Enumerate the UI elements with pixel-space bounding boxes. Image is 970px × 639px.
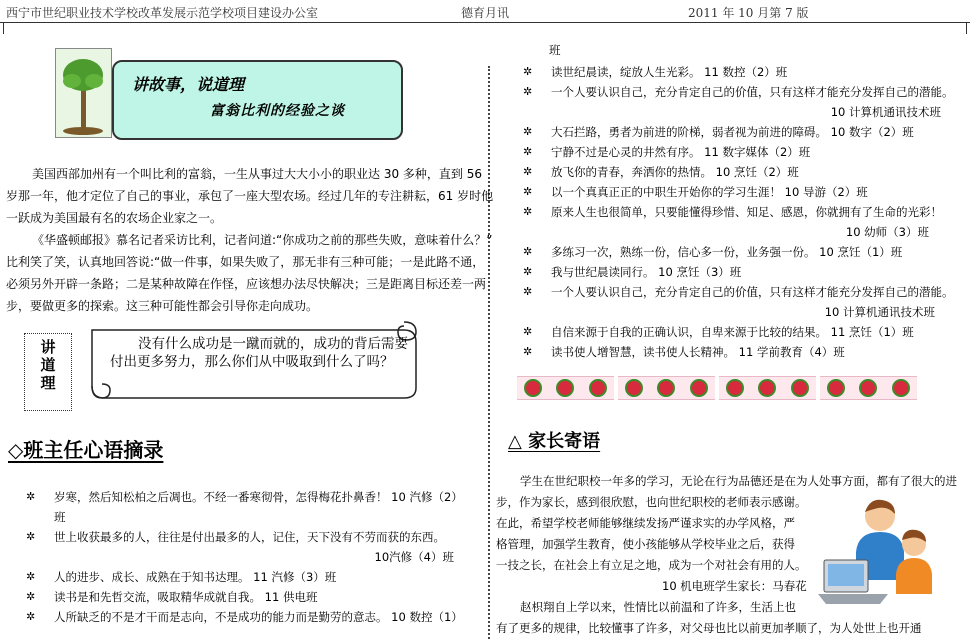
quote-text: 大石拦路，勇者为前进的阶梯，弱者视为前进的障碍。 10 数字（2）班 bbox=[551, 125, 914, 139]
star-bullet-icon: ✲ bbox=[523, 165, 533, 178]
quote-text: 原来人生也很简单，只要能懂得珍惜、知足、感恩，你就拥有了生命的光彩！ bbox=[551, 205, 942, 219]
header-publication: 德育月讯 bbox=[461, 6, 510, 20]
list-item bbox=[519, 322, 959, 342]
story-line: 比利笑了笑，认真地回答说:“做一件事，如果失败了，那无非有三种可能；一是此路不通， bbox=[6, 255, 485, 269]
teacher-quotes-list bbox=[22, 487, 472, 627]
star-bullet-icon: ✲ bbox=[26, 570, 36, 583]
quote-text: 宁静不过是心灵的井然有序。 11 数字媒体（2）班 bbox=[551, 145, 811, 159]
quote-text: 读书使人增智慧，读书使人长精神。 11 学前教育（4）班 bbox=[551, 345, 845, 359]
story-title-box bbox=[112, 60, 403, 140]
parent-line: 步，作为家长，感到很欣慰，也向世纪职校的老师表示感谢。 bbox=[496, 495, 807, 509]
list-item bbox=[22, 487, 472, 527]
list-item bbox=[22, 587, 472, 607]
star-bullet-icon: ✲ bbox=[523, 125, 533, 138]
parent-section-title: △ 家长寄语 bbox=[508, 431, 601, 452]
story-line: 岁那一年，他才定位了自己的事业，承包了一座大型农场。经过几年的专注耕耘，61 岁时他 bbox=[6, 189, 494, 203]
header-issue: 2011 年 10 月第 7 版 bbox=[688, 6, 809, 20]
badge-char: 理 bbox=[40, 374, 56, 392]
quote-text: 自信来源于自我的正确认识，自卑来源于比较的结果。 11 烹饪（1）班 bbox=[551, 325, 914, 339]
quote-text: 人的进步、成长、成熟在于知书达理。 11 汽修（3）班 bbox=[54, 570, 337, 584]
list-item bbox=[519, 202, 959, 242]
right-top-cont: 班 bbox=[549, 43, 561, 57]
parent-line: 赵枳翔自上学以来，性情比以前温和了许多，生活上也 bbox=[520, 600, 796, 614]
quote-class: 10汽修（4）班 bbox=[374, 550, 454, 564]
list-item bbox=[22, 607, 472, 627]
list-item bbox=[519, 62, 959, 82]
star-bullet-icon: ✲ bbox=[523, 345, 533, 358]
story-line: 一跃成为美国最有名的农场企业家之一。 bbox=[6, 211, 223, 225]
badge-char: 讲 bbox=[40, 338, 56, 356]
list-item bbox=[519, 162, 959, 182]
parent-signature: 10 机电班学生家长：马春花 bbox=[662, 579, 807, 593]
list-item bbox=[519, 122, 959, 142]
quote-text: 一个人要认识自己，充分肯定自己的价值，只有这样才能充分发挥自己的潜能。 bbox=[551, 285, 954, 299]
flower-border bbox=[517, 376, 917, 401]
star-bullet-icon: ✲ bbox=[523, 285, 533, 298]
quote-text: 一个人要认识自己，充分肯定自己的价值，只有这样才能充分发挥自己的潜能。 bbox=[551, 85, 954, 99]
quote-text: 世上收获最多的人，往往是付出最多的人，记住，天下没有不劳而获的东西。 bbox=[54, 530, 445, 544]
header-org: 西宁市世纪职业技术学校改革发展示范学校项目建设办公室 bbox=[6, 6, 319, 20]
flower-decoration-icon bbox=[719, 376, 816, 400]
star-bullet-icon: ✲ bbox=[523, 325, 533, 338]
quote-text: 我与世纪晨读同行。 10 烹饪（3）班 bbox=[551, 265, 742, 279]
star-bullet-icon: ✲ bbox=[26, 590, 36, 603]
flower-decoration-icon bbox=[820, 376, 917, 400]
moral-text: 没有什么成功是一蹴而就的，成功的背后需要付出更多努力，那么你们从中吸取到什么了吗？ bbox=[110, 336, 408, 370]
story-line: 美国西部加州有一个叫比利的富翁，一生从事过大大小小的职业达 30 多种，直到 56 bbox=[32, 167, 482, 181]
parent-line: 一技之长，在社会上有立足之地，成为一个对社会有用的人。 bbox=[496, 558, 807, 572]
star-bullet-icon: ✲ bbox=[26, 490, 36, 503]
quote-text: 岁寒，然后知松柏之后凋也。不经一番寒彻骨，怎得梅花扑鼻香！ 10 汽修（2） bbox=[54, 490, 463, 504]
moral-badge bbox=[24, 333, 72, 411]
parent-line: 学生在世纪职校一年多的学习，无论在行为品德还是在为人处事方面，都有了很大的进 bbox=[520, 474, 957, 488]
star-bullet-icon: ✲ bbox=[26, 530, 36, 543]
quote-text: 以一个真真正正的中职生开始你的学习生涯！ 10 导游（2）班 bbox=[551, 185, 868, 199]
header-corner-right bbox=[966, 22, 967, 34]
right-quotes-list bbox=[519, 62, 959, 362]
quote-class: 10 幼师（3）班 bbox=[845, 225, 929, 239]
quote-text: 放飞你的青春，奔洒你的热情。 10 烹饪（2）班 bbox=[551, 165, 799, 179]
quote-text: 读书是和先哲交流，吸取精华成就自我。 11 供电班 bbox=[54, 590, 318, 604]
column-divider bbox=[488, 66, 490, 639]
star-bullet-icon: ✲ bbox=[26, 610, 36, 623]
list-item bbox=[22, 527, 472, 567]
parent-line: 有了更多的规律，比较懂事了许多，对父母也比以前更加孝顺了，为人处世上也开通 bbox=[496, 621, 922, 635]
list-item bbox=[22, 567, 472, 587]
flower-decoration-icon bbox=[618, 376, 715, 400]
list-item bbox=[519, 182, 959, 202]
star-bullet-icon: ✲ bbox=[523, 205, 533, 218]
parent-line: 在此，希望学校老师能够继续发扬严谨求实的办学风格，严 bbox=[496, 516, 795, 530]
list-item bbox=[519, 142, 959, 162]
story-line: 必须另外开辟一条路；二是某种故障在作怪，应该想办法尽快解决；三是距离目标还差一两 bbox=[6, 277, 487, 291]
list-item bbox=[519, 282, 959, 322]
parent-line: 格管理，加强学生教育，使小孩能够从学校毕业之后，获得 bbox=[496, 537, 795, 551]
left-section-title: ◇班主任心语摘录 bbox=[8, 438, 164, 462]
story-text bbox=[6, 163, 494, 317]
list-item bbox=[519, 82, 959, 122]
parent-child-computer-illustration bbox=[818, 494, 966, 610]
star-bullet-icon: ✲ bbox=[523, 245, 533, 258]
quote-class: 10 计算机通讯技术班 bbox=[830, 105, 941, 119]
flower-decoration-icon bbox=[517, 376, 614, 400]
story-subtitle: 富翁比利的经验之谈 bbox=[210, 103, 345, 119]
list-item bbox=[519, 242, 959, 262]
star-bullet-icon: ✲ bbox=[523, 265, 533, 278]
star-bullet-icon: ✲ bbox=[523, 85, 533, 98]
tree-illustration bbox=[55, 48, 112, 138]
story-line: 《华盛顿邮报》慕名记者采访比利，记者问道:“你成功之前的那些失败，意味着什么？” bbox=[32, 233, 493, 247]
quote-class: 10 计算机通讯技术班 bbox=[824, 305, 935, 319]
star-bullet-icon: ✲ bbox=[523, 145, 533, 158]
header-rule bbox=[0, 22, 970, 23]
star-bullet-icon: ✲ bbox=[523, 185, 533, 198]
list-item bbox=[519, 262, 959, 282]
star-bullet-icon: ✲ bbox=[523, 65, 533, 78]
story-title: 讲故事，说道理 bbox=[132, 75, 245, 94]
quote-text: 多练习一次，熟练一份，信心多一份，业务强一份。 10 烹饪（1）班 bbox=[551, 245, 903, 259]
header-corner-left bbox=[3, 22, 4, 34]
list-item bbox=[519, 342, 959, 362]
quote-class: 班 bbox=[54, 510, 66, 524]
story-line: 步，要做更多的探索。这三种可能性都会引导你走向成功。 bbox=[6, 299, 319, 313]
quote-text: 读世纪晨读，绽放人生光彩。 11 数控（2）班 bbox=[551, 65, 788, 79]
badge-char: 道 bbox=[40, 356, 56, 374]
quote-text: 人所缺乏的不是才干而是志向，不是成功的能力而是勤劳的意志。 10 数控（1） bbox=[54, 610, 463, 624]
